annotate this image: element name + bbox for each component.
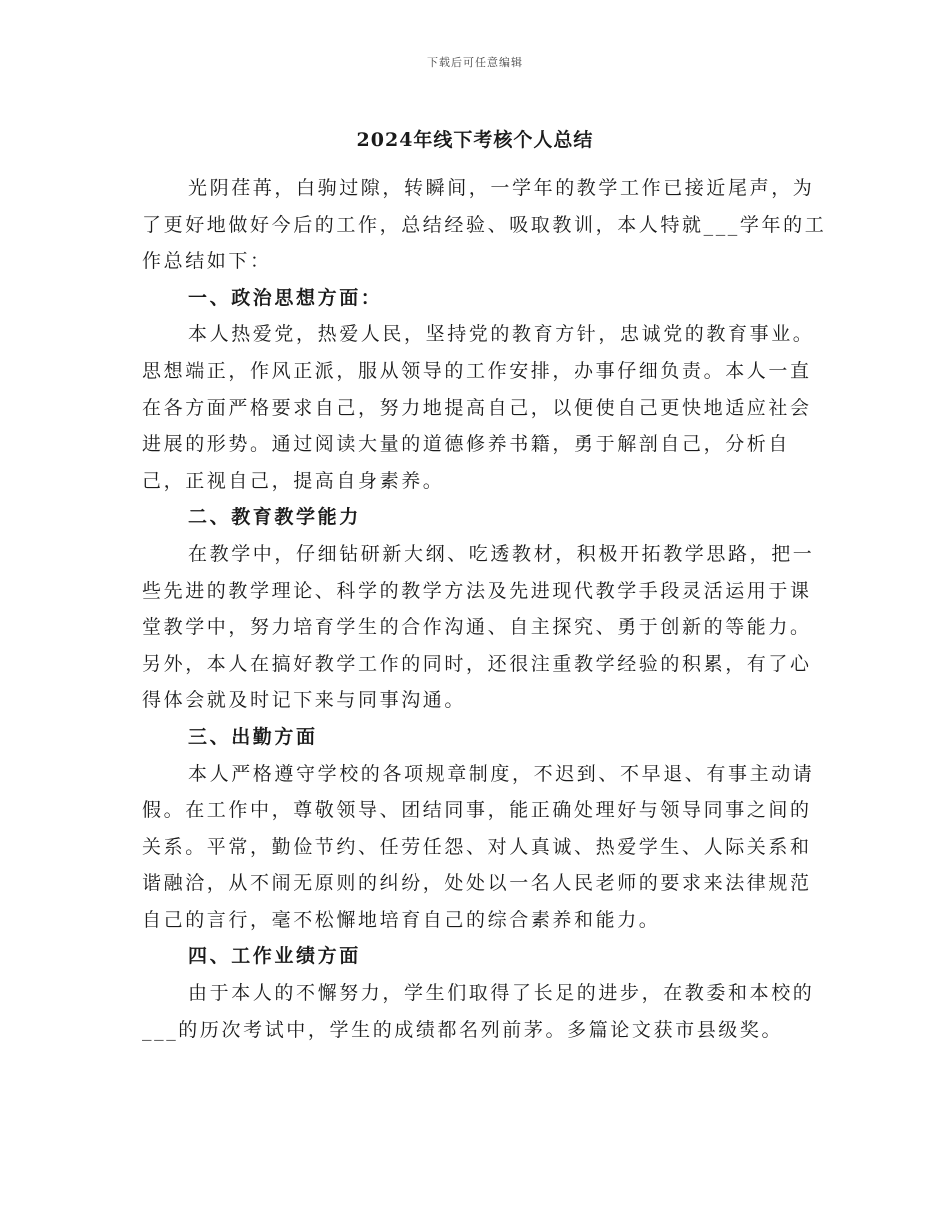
document-title: 2024年线下考核个人总结 — [356, 129, 594, 151]
section-heading-teaching: 二、教育教学能力 — [188, 506, 361, 529]
section-heading-attendance: 三、出勤方面 — [188, 725, 318, 748]
intro-paragraph: 光阴荏苒，白驹过隙，转瞬间，一学年的教学工作已接近尾声，为了更好地做好今后的工作，总结经验、吸取教训，本人特就___学年的工作总结如下： — [142, 177, 827, 273]
section-body-attendance: 本人严格遵守学校的各项规章制度，不迟到、不早退、有事主动请假。在工作中，尊敬领导、团结同事，能正确处理好与领导同事之间的关系。平常，勤俭节约、任劳任怨、对人真诚、热爱学生、人际关系和谐融洽，从不闹无原则的纠纷，处处以一名人民老师的要求来法律规范自己的言行，毫不松懈地培育自己的综合素养和能力。 — [142, 762, 815, 931]
section-heading-achievements: 四、工作业绩方面 — [188, 945, 361, 968]
document-body — [142, 170, 832, 1048]
section-body-teaching: 在教学中，仔细钻研新大纲、吃透教材，积极开拓教学思路，把一些先进的教学理论、科学的教学方法及先进现代教学手段灵活运用于课堂教学中，努力培育学生的合作沟通、自主探究、勇于创新的等能力。另外，本人在搞好教学工作的同时，还很注重教学经验的积累，有了心得体会就及时记下来与同事沟通。 — [142, 542, 815, 712]
section-body-politics: 本人热爱党，热爱人民，坚持党的教育方针，忠诚党的教育事业。思想端正，作风正派，服从领导的工作安排，办事仔细负责。本人一直在各方面严格要求自己，努力地提高自己，以便使自己更快地适应社会进展的形势。通过阅读大量的道德修养书籍，勇于解剖自己，分析自己，正视自己，提高自身素养。 — [142, 323, 815, 492]
section-heading-politics: 一、政治思想方面： — [188, 286, 383, 309]
section-body-achievements: 由于本人的不懈努力，学生们取得了长足的进步，在教委和本校的___的历次考试中，学生的成绩都名列前茅。多篇论文获市县级奖。 — [142, 982, 815, 1041]
page-header-note: 下载后可任意编辑 — [427, 56, 523, 69]
